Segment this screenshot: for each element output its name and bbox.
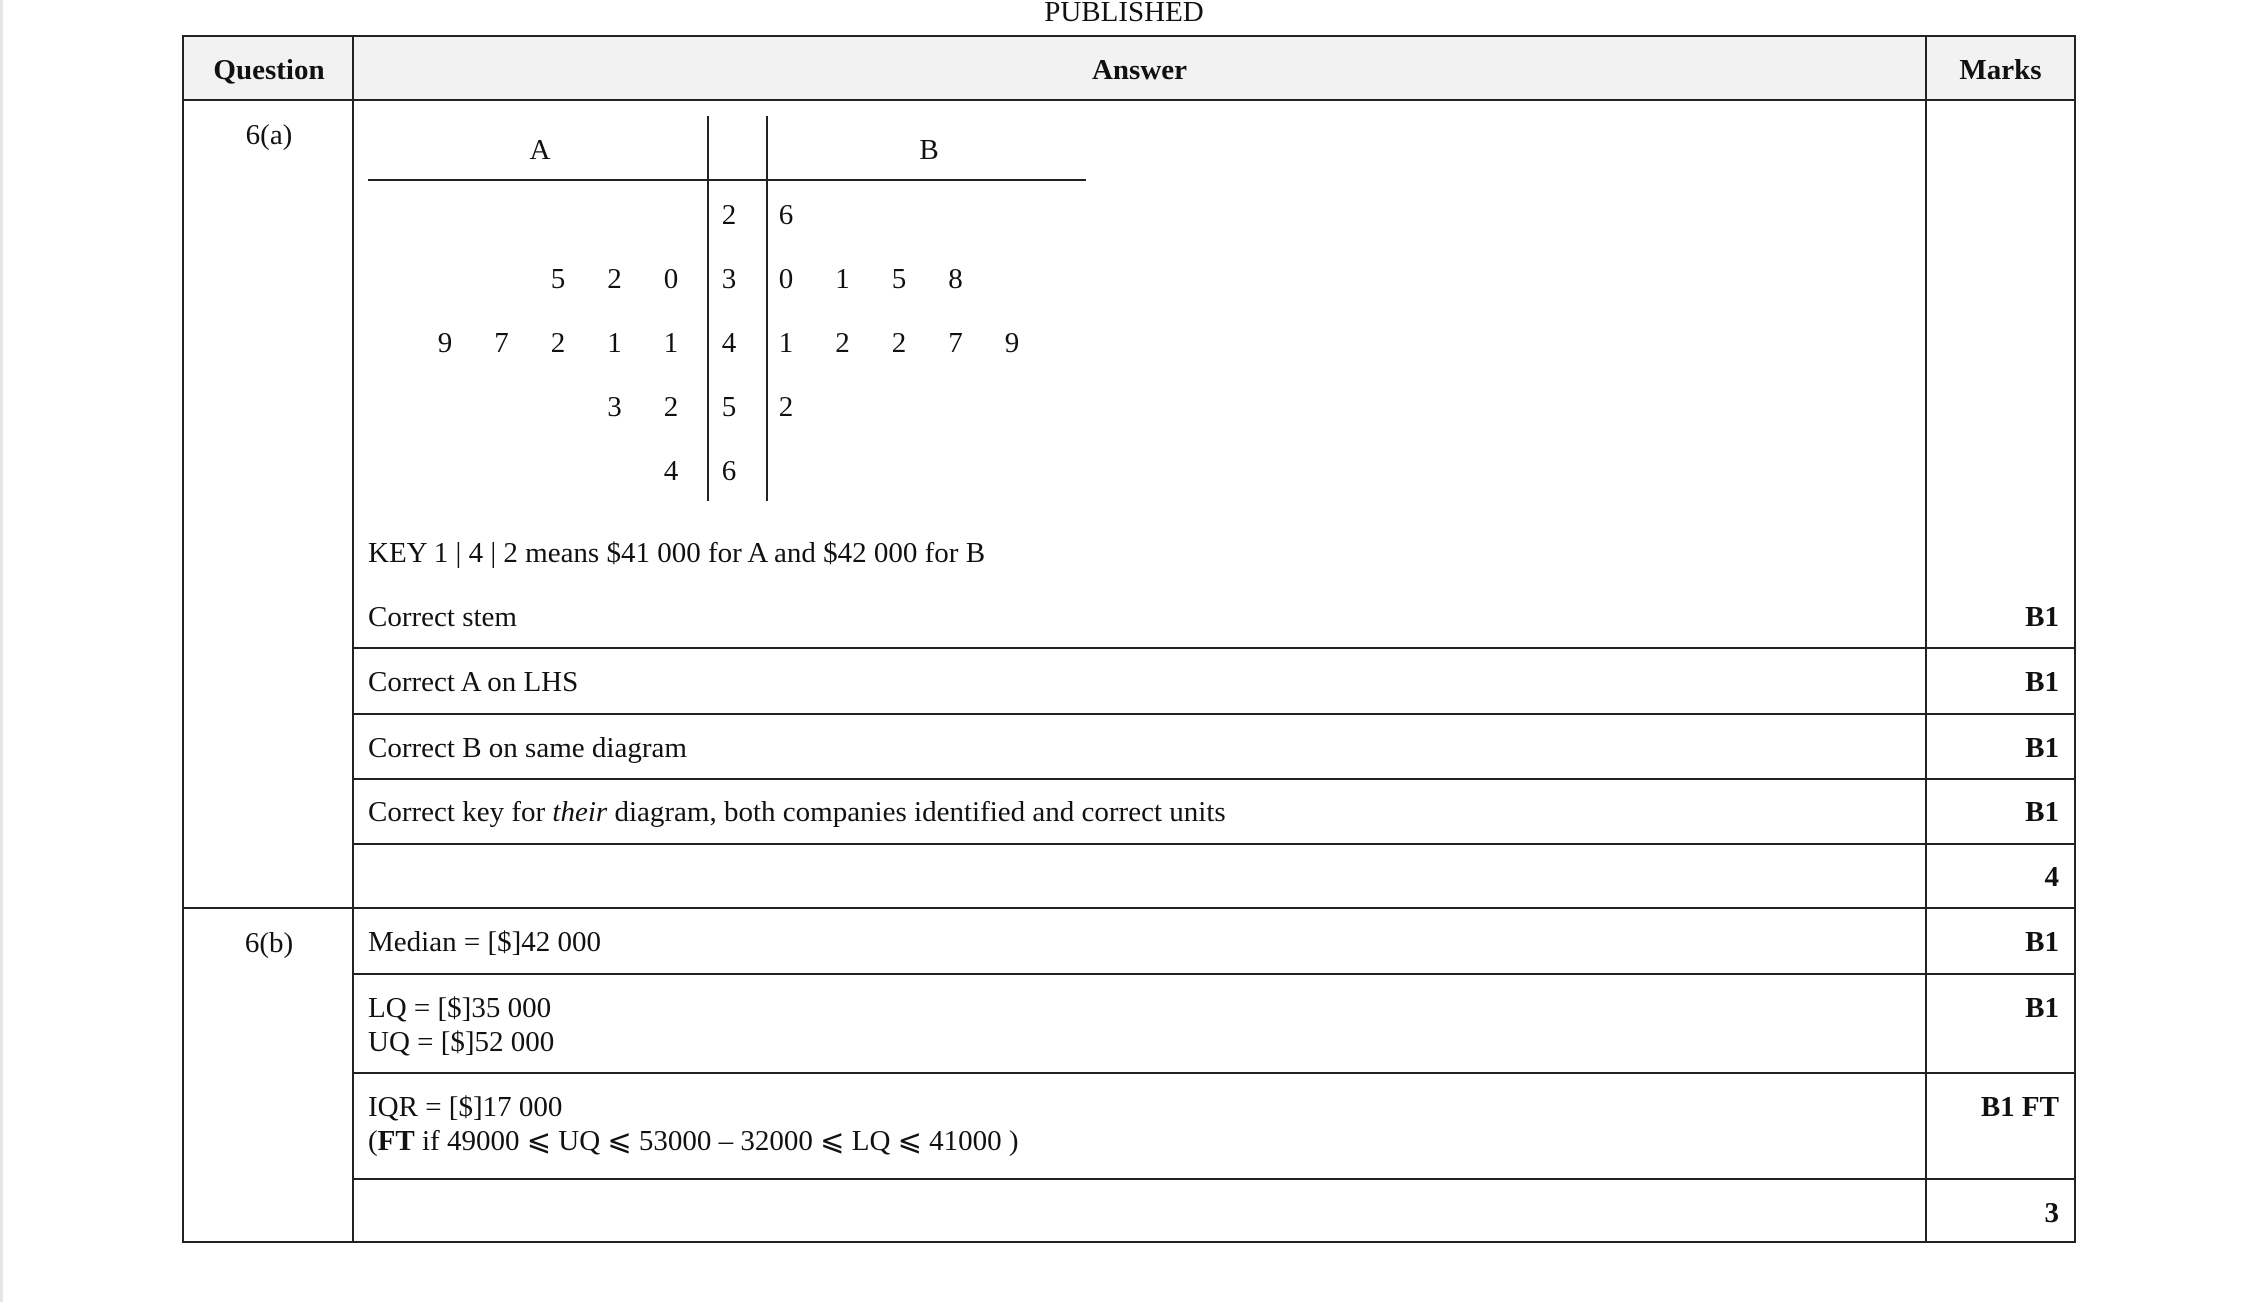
mark-median: B1 [2025,926,2059,958]
criterion-key-text-after: diagram, both companies identified and correct units [607,796,1226,828]
a-leaf-digit: 1 [607,327,622,359]
b-leaf-digit: 2 [891,327,907,359]
question-column-divider [352,37,354,1241]
question-id-6b: 6(b) [244,927,294,959]
criterion-key-text-before: Correct key for [368,796,553,828]
stem-digit: 2 [721,199,737,231]
a-leaf-digit: 7 [494,327,509,359]
mark-correct-key: B1 [2025,796,2059,828]
stem-leaf-right-divider [766,116,768,501]
column-header-question: Question [213,54,325,86]
a-leaf-digit: 3 [607,391,622,423]
question-divider [184,907,2075,909]
b-leaf-digit: 1 [835,263,850,295]
stem-digit: 3 [721,263,737,295]
mark-correct-stem: B1 [2025,601,2059,633]
stem-leaf-key: KEY 1 | 4 | 2 means $41 000 for A and $42 000 for B [368,537,986,569]
criterion-correct-key [368,795,1226,829]
mark-correct-b: B1 [2025,732,2059,764]
total-6a: 4 [2044,861,2059,893]
row-divider [353,778,2075,780]
a-leaf-digit: 4 [663,455,679,487]
iqr-answer: IQR = [$]17 000 [368,1091,563,1123]
row-divider [353,1178,2075,1180]
mark-scheme-table [182,35,2076,1243]
criterion-correct-b: Correct B on same diagram [368,732,687,764]
a-leaf-digit: 2 [607,263,622,295]
total-6b: 3 [2044,1197,2059,1229]
published-header: PUBLISHED [1044,0,1204,24]
criterion-correct-stem: Correct stem [368,601,517,633]
stem-leaf-left-divider [707,116,709,501]
b-leaf-digit: 6 [778,199,794,231]
stem-digit: 4 [721,327,737,359]
row-divider [353,647,2075,649]
a-leaf-digit: 0 [663,263,679,295]
column-header-answer: Answer [1091,54,1188,86]
b-leaf-digit: 9 [1004,327,1020,359]
ft-rest: if 49000 ⩽ UQ ⩽ 53000 – 32000 ⩽ LQ ⩽ 41000 ) [414,1125,1019,1157]
marks-column-divider [1925,37,1927,1241]
column-header-marks: Marks [1959,54,2042,86]
mark-iqr: B1 FT [1980,1091,2059,1123]
row-divider [353,973,2075,975]
median-answer: Median = [$]42 000 [368,926,602,958]
ft-bold: FT [377,1125,415,1157]
header-divider [184,99,2074,101]
row-divider [353,713,2075,715]
b-leaf-digit: 5 [891,263,907,295]
iqr-follow-through [368,1124,1019,1158]
row-divider [353,1072,2075,1074]
b-leaf-digit: 2 [778,391,794,423]
stem-leaf-label-a: A [529,134,551,166]
a-leaf-digit: 2 [663,391,679,423]
mark-quartiles: B1 [2025,992,2059,1024]
stem-digit: 5 [721,391,737,423]
criterion-correct-a: Correct A on LHS [368,666,579,698]
ft-open: ( [368,1125,378,1157]
a-leaf-digit: 2 [550,327,566,359]
stem-digit: 6 [721,455,737,487]
stem-leaf-label-b: B [919,134,939,166]
b-leaf-digit: 7 [948,327,963,359]
uq-answer: UQ = [$]52 000 [368,1026,555,1058]
stem-leaf-header-line [368,179,1086,181]
lq-answer: LQ = [$]35 000 [368,992,552,1024]
b-leaf-digit: 0 [778,263,794,295]
b-leaf-digit: 2 [835,327,850,359]
b-leaf-digit: 8 [948,263,963,295]
a-leaf-digit: 5 [550,263,566,295]
question-id-6a: 6(a) [245,119,293,151]
page-left-edge [0,0,3,1302]
a-leaf-digit: 9 [437,327,453,359]
mark-correct-a: B1 [2025,666,2059,698]
row-divider [353,843,2075,845]
criterion-key-text-italic: their [552,796,608,828]
b-leaf-digit: 1 [778,327,794,359]
a-leaf-digit: 1 [663,327,679,359]
